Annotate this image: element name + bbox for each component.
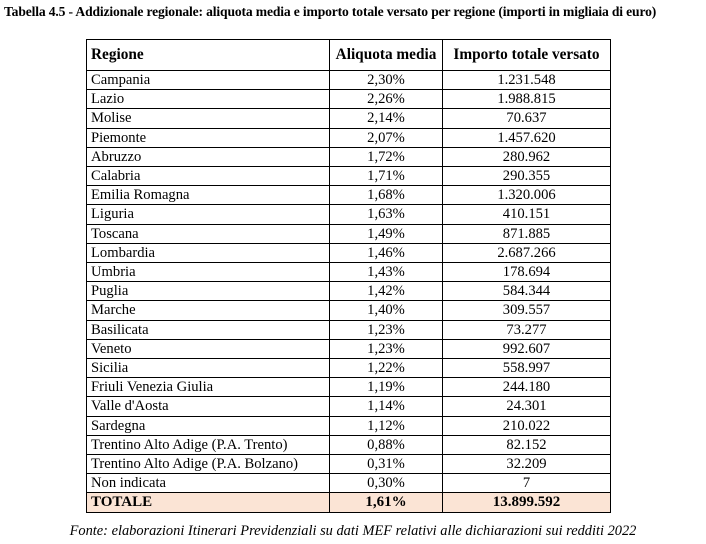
cell-region: Molise bbox=[87, 109, 330, 128]
cell-region: Marche bbox=[87, 301, 330, 320]
cell-total-amount: 584.344 bbox=[443, 282, 611, 301]
cell-average-rate: 1,22% bbox=[330, 359, 443, 378]
cell-total-amount: 2.687.266 bbox=[443, 243, 611, 262]
table-row bbox=[87, 71, 611, 90]
cell-average-rate: 1,72% bbox=[330, 147, 443, 166]
table-row bbox=[87, 90, 611, 109]
table-row bbox=[87, 435, 611, 454]
cell-total-amount: 1.457.620 bbox=[443, 128, 611, 147]
cell-total-amount: 1.231.548 bbox=[443, 71, 611, 90]
cell-region: Lazio bbox=[87, 90, 330, 109]
regional-tax-table bbox=[86, 39, 611, 513]
table-row bbox=[87, 205, 611, 224]
table-row bbox=[87, 282, 611, 301]
cell-total-amount: 82.152 bbox=[443, 435, 611, 454]
cell-region: Emilia Romagna bbox=[87, 186, 330, 205]
cell-total-amount: 1.320.006 bbox=[443, 186, 611, 205]
cell-region: Trentino Alto Adige (P.A. Bolzano) bbox=[87, 455, 330, 474]
table-row bbox=[87, 243, 611, 262]
table-row bbox=[87, 455, 611, 474]
cell-average-rate: 1,49% bbox=[330, 224, 443, 243]
cell-average-rate: 1,23% bbox=[330, 339, 443, 358]
cell-total-amount: 871.885 bbox=[443, 224, 611, 243]
table-row bbox=[87, 416, 611, 435]
cell-total-amount: 558.997 bbox=[443, 359, 611, 378]
cell-region: Piemonte bbox=[87, 128, 330, 147]
cell-average-rate: 2,30% bbox=[330, 71, 443, 90]
cell-region: Toscana bbox=[87, 224, 330, 243]
cell-average-rate: 2,26% bbox=[330, 90, 443, 109]
table-row bbox=[87, 186, 611, 205]
cell-total-amount: 1.988.815 bbox=[443, 90, 611, 109]
cell-total-amount: 992.607 bbox=[443, 339, 611, 358]
cell-region: Umbria bbox=[87, 263, 330, 282]
cell-average-rate: 0,30% bbox=[330, 474, 443, 493]
cell-average-rate: 0,31% bbox=[330, 455, 443, 474]
header-total-amount: Importo totale versato bbox=[443, 40, 611, 71]
cell-total-amount: 280.962 bbox=[443, 147, 611, 166]
table-body bbox=[87, 71, 611, 493]
cell-total-amount: 73.277 bbox=[443, 320, 611, 339]
table-row bbox=[87, 147, 611, 166]
table-row bbox=[87, 359, 611, 378]
table-row bbox=[87, 301, 611, 320]
cell-region: Abruzzo bbox=[87, 147, 330, 166]
cell-region: Valle d'Aosta bbox=[87, 397, 330, 416]
table-header-row bbox=[87, 40, 611, 71]
table-row bbox=[87, 320, 611, 339]
cell-total-amount: 7 bbox=[443, 474, 611, 493]
table-row bbox=[87, 378, 611, 397]
total-rate: 1,61% bbox=[330, 493, 443, 512]
cell-total-amount: 410.151 bbox=[443, 205, 611, 224]
cell-region: Lombardia bbox=[87, 243, 330, 262]
cell-region: Friuli Venezia Giulia bbox=[87, 378, 330, 397]
cell-average-rate: 0,88% bbox=[330, 435, 443, 454]
cell-average-rate: 1,71% bbox=[330, 167, 443, 186]
table-row bbox=[87, 397, 611, 416]
cell-average-rate: 1,40% bbox=[330, 301, 443, 320]
cell-average-rate: 1,14% bbox=[330, 397, 443, 416]
cell-average-rate: 2,07% bbox=[330, 128, 443, 147]
header-average-rate: Aliquota media bbox=[330, 40, 443, 71]
cell-average-rate: 1,19% bbox=[330, 378, 443, 397]
cell-region: Veneto bbox=[87, 339, 330, 358]
table-row bbox=[87, 263, 611, 282]
total-amount: 13.899.592 bbox=[443, 493, 611, 512]
cell-total-amount: 24.301 bbox=[443, 397, 611, 416]
cell-region: Basilicata bbox=[87, 320, 330, 339]
cell-average-rate: 1,23% bbox=[330, 320, 443, 339]
cell-total-amount: 290.355 bbox=[443, 167, 611, 186]
cell-region: Sardegna bbox=[87, 416, 330, 435]
cell-average-rate: 1,12% bbox=[330, 416, 443, 435]
table-row bbox=[87, 339, 611, 358]
cell-average-rate: 1,63% bbox=[330, 205, 443, 224]
table-row bbox=[87, 128, 611, 147]
cell-average-rate: 1,42% bbox=[330, 282, 443, 301]
cell-total-amount: 178.694 bbox=[443, 263, 611, 282]
cell-region: Campania bbox=[87, 71, 330, 90]
header-region: Regione bbox=[87, 40, 330, 71]
cell-average-rate: 1,46% bbox=[330, 243, 443, 262]
cell-total-amount: 32.209 bbox=[443, 455, 611, 474]
cell-average-rate: 1,68% bbox=[330, 186, 443, 205]
cell-average-rate: 2,14% bbox=[330, 109, 443, 128]
table-row bbox=[87, 109, 611, 128]
cell-region: Sicilia bbox=[87, 359, 330, 378]
table-row bbox=[87, 474, 611, 493]
cell-region: Liguria bbox=[87, 205, 330, 224]
cell-region: Non indicata bbox=[87, 474, 330, 493]
cell-average-rate: 1,43% bbox=[330, 263, 443, 282]
cell-region: Calabria bbox=[87, 167, 330, 186]
total-row bbox=[87, 493, 611, 512]
source-note: Fonte: elaborazioni Itinerari Previdenziali su dati MEF relativi alle dichiarazioni sui redditi 2022 bbox=[69, 523, 637, 539]
table-row bbox=[87, 167, 611, 186]
cell-total-amount: 309.557 bbox=[443, 301, 611, 320]
table-caption: Tabella 4.5 - Addizionale regionale: aliquota media e importo totale versato per regione (importi in migliaia di euro) bbox=[4, 4, 657, 19]
cell-region: Trentino Alto Adige (P.A. Trento) bbox=[87, 435, 330, 454]
total-label: TOTALE bbox=[87, 493, 330, 512]
cell-total-amount: 244.180 bbox=[443, 378, 611, 397]
cell-region: Puglia bbox=[87, 282, 330, 301]
table-row bbox=[87, 224, 611, 243]
cell-total-amount: 210.022 bbox=[443, 416, 611, 435]
cell-total-amount: 70.637 bbox=[443, 109, 611, 128]
